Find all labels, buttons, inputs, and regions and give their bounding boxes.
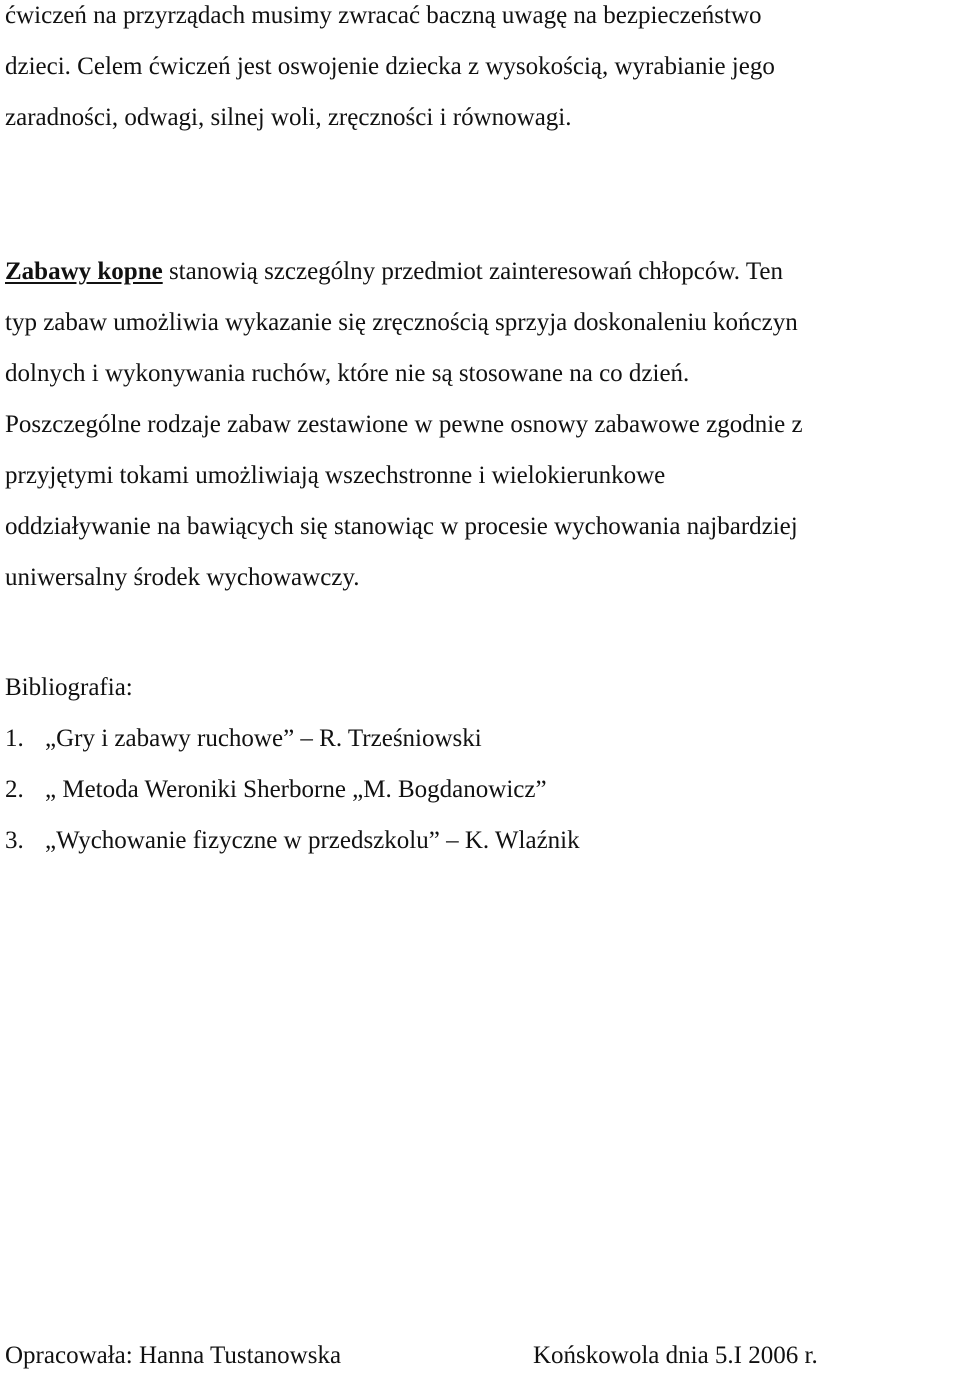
bibliography-item [5, 815, 580, 866]
footer-place-date: Końskowola dnia 5.I 2006 r. [533, 1342, 818, 1369]
bibliography-heading: Bibliografia: [5, 674, 133, 701]
paragraph-line: oddziaływanie na bawiących się stanowiąc w procesie wychowania najbardziej [5, 513, 798, 540]
bibliography-item [5, 764, 580, 815]
paragraph-safety [5, 0, 957, 143]
paragraph-line-rest: stanowią szczególny przedmiot zainteresowań chłopców. Ten [162, 258, 783, 285]
item-number: 1. [5, 725, 24, 752]
bibliography-item [5, 713, 580, 764]
item-text: „ Metoda Weroniki Sherborne „M. Bogdanowicz” [45, 776, 547, 803]
paragraph-line: ćwiczeń na przyrządach musimy zwracać baczną uwagę na bezpieczeństwo [5, 2, 762, 29]
paragraph-line [5, 246, 957, 297]
bibliography-list [5, 713, 580, 866]
paragraph-line: zaradności, odwagi, silnej woli, zręczności i równowagi. [5, 104, 572, 131]
paragraph-line: uniwersalny środek wychowawczy. [5, 564, 360, 591]
item-number: 3. [5, 827, 24, 854]
highlighted-term: Zabawy kopne [5, 258, 163, 285]
footer-author: Opracowała: Hanna Tustanowska [5, 1342, 342, 1369]
paragraph-line: Poszczególne rodzaje zabaw zestawione w pewne osnowy zabawowe zgodnie z [5, 411, 803, 438]
item-text: „Wychowanie fizyczne w przedszkolu” – K. Wlaźnik [45, 827, 580, 854]
paragraph-line: przyjętymi tokami umożliwiają wszechstronne i wielokierunkowe [5, 462, 666, 489]
paragraph-line: typ zabaw umożliwia wykazanie się zręcznością sprzyja doskonaleniu kończyn [5, 309, 798, 336]
item-text: „Gry i zabawy ruchowe” – R. Trześniowski [45, 725, 482, 752]
paragraph-line: dolnych i wykonywania ruchów, które nie są stosowane na co dzień. [5, 360, 690, 387]
paragraph-kick-games [5, 246, 957, 603]
item-number: 2. [5, 776, 24, 803]
paragraph-line: dzieci. Celem ćwiczeń jest oswojenie dziecka z wysokością, wyrabianie jego [5, 53, 775, 80]
